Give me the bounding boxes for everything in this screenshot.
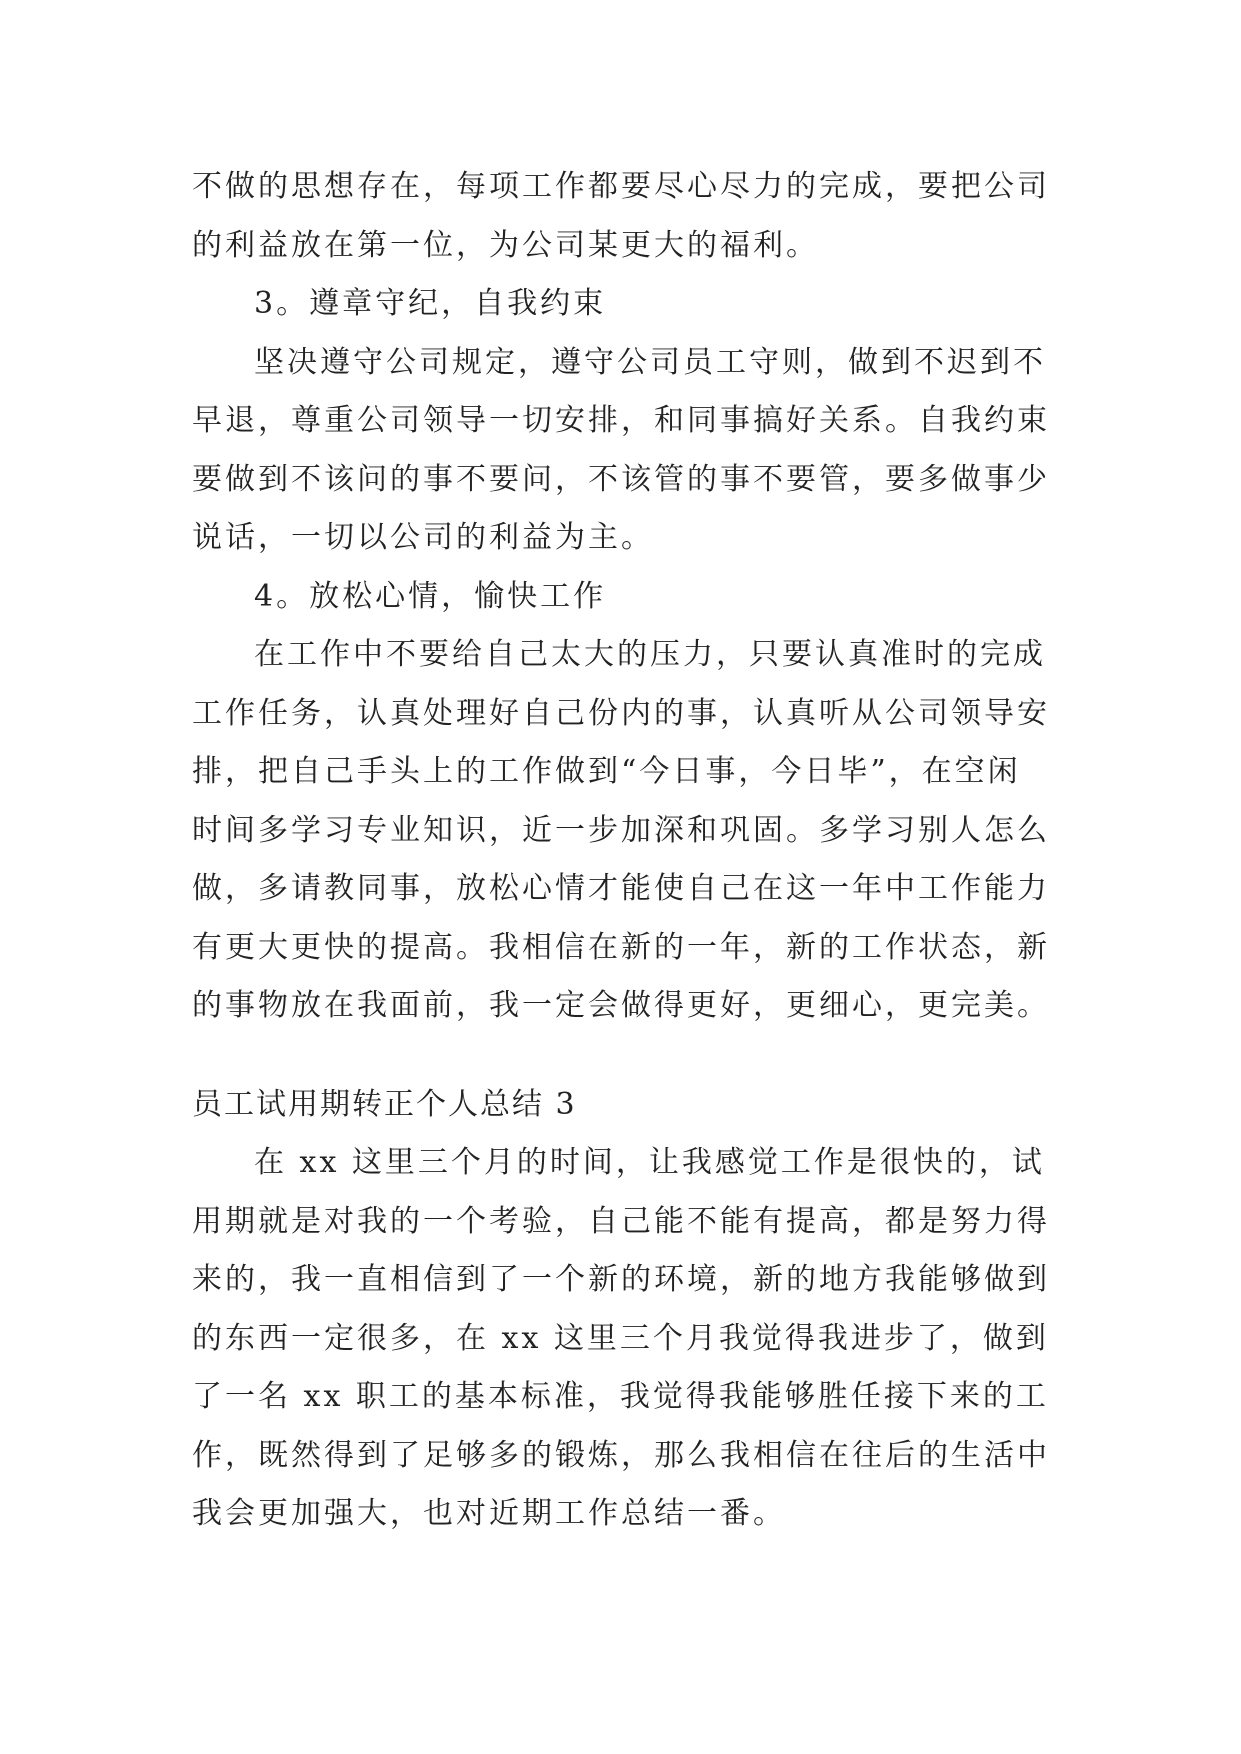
text-line: 作，既然得到了足够多的锻炼，那么我相信在往后的生活中: [192, 1437, 1050, 1473]
subheading-3: 3。遵章守纪，自我约束: [254, 286, 607, 321]
text-line: 了一名 xx 职工的基本标准，我觉得我能够胜任接下来的工: [192, 1379, 1049, 1414]
paragraph-summary: [192, 1134, 1052, 1544]
text-line: 说话，一切以公司的利益为主。: [192, 520, 654, 555]
section-title: 员工试用期转正个人总结 3: [192, 1086, 577, 1122]
text-line: 的东西一定很多，在 xx 这里三个月我觉得我进步了，做到: [192, 1320, 1049, 1356]
text-line: 早退，尊重公司领导一切安排，和同事搞好关系。自我约束: [192, 403, 1050, 438]
text-line: 要做到不该问的事不要问，不该管的事不要管，要多做事少: [192, 461, 1050, 497]
text-line: 在 xx 这里三个月的时间，让我感觉工作是很快的，试: [254, 1145, 1045, 1180]
document-body: [192, 158, 1052, 1544]
paragraph-continued: [192, 158, 1052, 275]
text-line: 我会更加强大，也对近期工作总结一番。: [192, 1496, 786, 1531]
section-spacer: [192, 1036, 1052, 1076]
text-line: 工作任务，认真处理好自己份内的事，认真听从公司领导安: [192, 695, 1050, 731]
text-line: 的利益放在第一位，为公司某更大的福利。: [192, 227, 819, 263]
subheading-4: 4。放松心情，愉快工作: [254, 578, 607, 614]
text-line: 的事物放在我面前，我一定会做得更好，更细心，更完美。: [192, 988, 1050, 1023]
text-line: 有更大更快的提高。我相信在新的一年，新的工作状态，新: [192, 929, 1050, 965]
text-line: 不做的思想存在，每项工作都要尽心尽力的完成，要把公司: [192, 169, 1050, 204]
paragraph-relax: [192, 626, 1052, 1036]
text-line: 时间多学习专业知识，近一步加深和巩固。多学习别人怎么: [192, 812, 1050, 848]
text-line: 在工作中不要给自己太大的压力，只要认真准时的完成: [254, 637, 1046, 672]
text-line: 坚决遵守公司规定，遵守公司员工守则，做到不迟到不: [254, 344, 1046, 380]
text-line: 来的，我一直相信到了一个新的环境，新的地方我能够做到: [192, 1262, 1050, 1297]
text-line: 用期就是对我的一个考验，自己能不能有提高，都是努力得: [192, 1203, 1050, 1239]
text-line: 排，把自己手头上的工作做到“今日事，今日毕”，在空闲: [192, 754, 1021, 789]
text-line: 做，多请教同事，放松心情才能使自己在这一年中工作能力: [192, 871, 1050, 906]
paragraph-discipline: [192, 334, 1052, 568]
